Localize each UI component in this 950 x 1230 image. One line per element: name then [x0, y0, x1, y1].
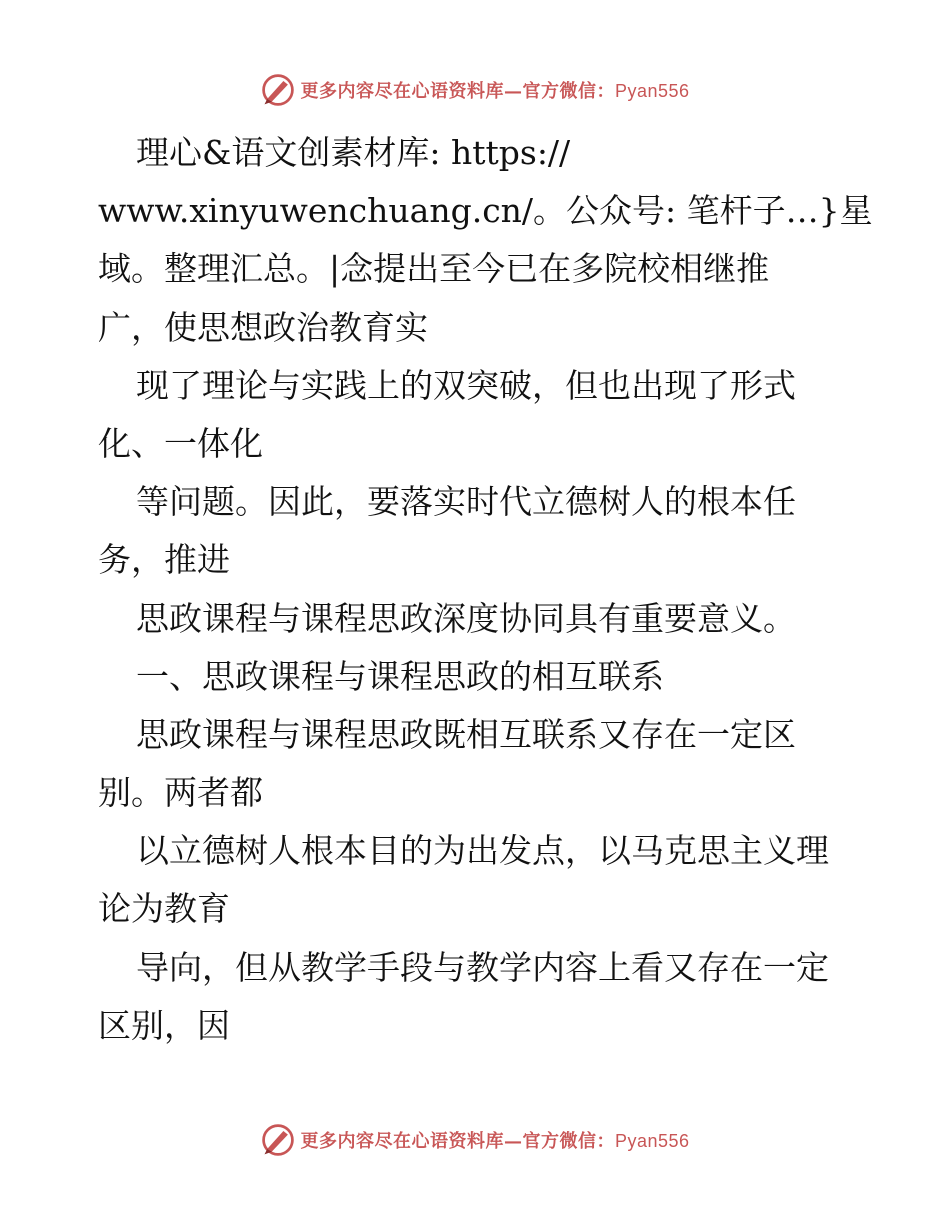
text-line: 导向，但从教学手段与教学内容上看又存在一定 [136, 947, 829, 987]
text-line: 以立德树人根本目的为出发点，以马克思主义理 [136, 831, 829, 871]
text-line: 别。两者都 [98, 773, 263, 813]
text-line: 思政课程与课程思政深度协同具有重要意义。 [136, 598, 796, 638]
document-body [98, 124, 873, 1055]
text-line: 域。整理汇总。|念提出至今已在多院校相继推 [98, 249, 770, 289]
pen-logo-icon [260, 1122, 296, 1158]
header-banner [0, 70, 950, 110]
wechat-id: Pyan556 [614, 1131, 690, 1151]
text-line: 等问题。因此，要落实时代立德树人的根本任 [136, 482, 796, 522]
text-line: 化、一体化 [98, 423, 263, 463]
text-line: 思政课程与课程思政既相互联系又存在一定区 [136, 714, 796, 754]
text-line: 务，推进 [98, 540, 230, 580]
text-line: 区别，因 [98, 1005, 230, 1045]
text-line: www.xinyuwenchuang.cn/。公众号: 笔杆子…}星 [98, 191, 873, 231]
wechat-id: Pyan556 [614, 81, 690, 101]
footer-banner [0, 1120, 950, 1160]
text-line: 理心&语文创素材库: https:// [136, 133, 571, 172]
pen-logo-icon [260, 72, 296, 108]
text-line: 广，使思想政治教育实 [98, 307, 428, 347]
text-line: 现了理论与实践上的双突破，但也出现了形式 [136, 365, 796, 405]
banner-text: 更多内容尽在心语资料库—官方微信：Pyan556 [300, 81, 690, 102]
banner-text: 更多内容尽在心语资料库—官方微信：Pyan556 [300, 1131, 690, 1152]
text-line: 论为教育 [98, 889, 230, 929]
text-line: 一、思政课程与课程思政的相互联系 [136, 656, 664, 696]
